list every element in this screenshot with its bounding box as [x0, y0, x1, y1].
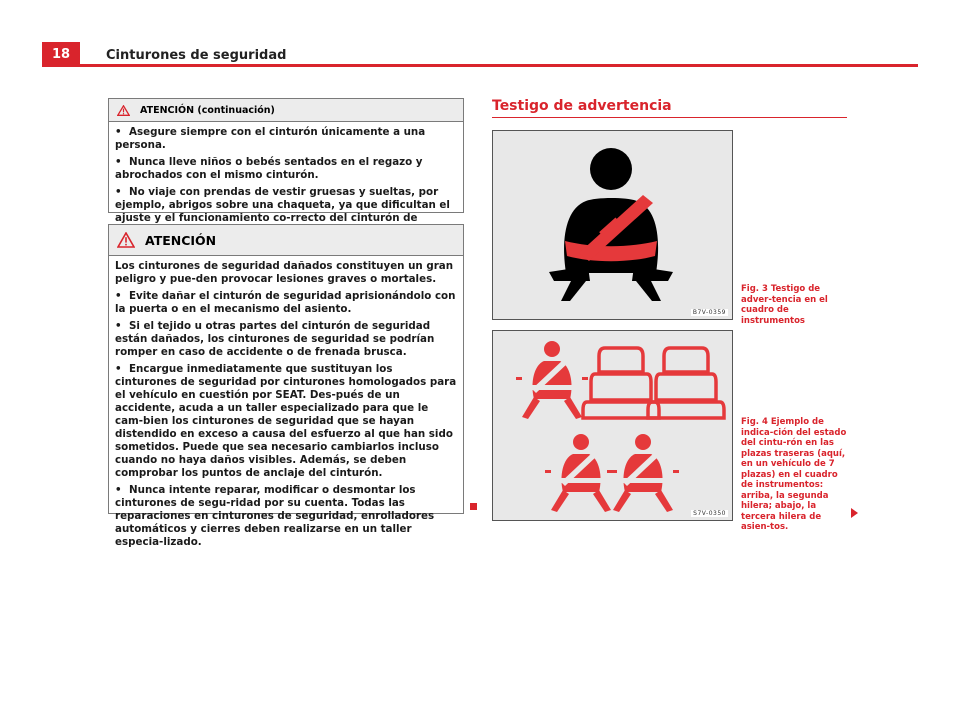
warning-triangle-icon	[117, 232, 135, 248]
warning-header	[109, 225, 463, 256]
list-item: • Nunca intente reparar, modificar o desmontar los cinturones de segu-ridad por su cuenta. Todas las reparaciones en cinturones de seguridad, enrolladores automáticos y cierres deben realizarse en un taller especia-lizado.	[115, 484, 435, 548]
section-title: Testigo de advertencia	[492, 98, 672, 114]
warning-triangle-icon	[117, 105, 130, 116]
list-item: • Nunca lleve niños o bebés sentados en el regazo y abrochados con el mismo cinturón.	[115, 156, 423, 181]
seat-occupied-belted-icon	[607, 434, 679, 512]
seat-occupied-belted-icon	[516, 341, 588, 419]
page-number: 18	[42, 42, 80, 67]
figure-4	[492, 330, 733, 521]
section-end-marker	[470, 503, 477, 510]
figure-3	[492, 130, 733, 320]
list-item: • Si el tejido u otras partes del cinturón de seguridad están dañados, los cinturones de seguridad se podrían romper en caso de accidente o de frenada brusca.	[115, 320, 435, 358]
warning-intro: Los cinturones de seguridad dañados constituyen un gran peligro y pue-den provocar lesiones graves o mortales.	[115, 260, 454, 285]
warning-continued-box	[108, 98, 464, 224]
warning-continued-heading: ATENCIÓN (continuación)	[140, 104, 275, 116]
seatbelt-warning-icon	[493, 131, 732, 319]
list-item: • No viaje con prendas de vestir gruesas y sueltas, por ejemplo, abrigos sobre una chaqueta, ya que dificultan el ajuste y el funcionamiento co-rrecto del cinturón de	[115, 186, 450, 224]
seat-occupied-belted-icon	[545, 434, 617, 512]
warning-box	[108, 224, 464, 548]
list-item: • Encargue inmediatamente que sustituyan los cinturones de seguridad por cinturones homologados para el vehículo en cuestión por SEAT. Des-pués de un accidente, acuda a un taller especializado para que le cam-bien los cinturones de seguridad que se hayan distendido en exceso a causa del esfuerzo al que han sido sometidos. Puede que sea necesario cambiarlos incluso cuando no haya daños visibles. Además, se deben comprobar los puntos de anclaje del cinturón.	[115, 363, 457, 479]
rear-seat-belt-status-illustration	[493, 331, 732, 520]
section-rule	[492, 117, 847, 118]
list-item: • Evite dañar el cinturón de seguridad aprisionándolo con la puerta o en el mecanismo del asiento.	[115, 290, 456, 315]
figure-4-caption: Fig. 4 Ejemplo de indica-ción del estado del cintu-rón en las plazas traseras (aquí, en un vehículo de 7 plazas) en el cuadro de instrumentos: arriba, la segunda hilera; abajo, la tercera hilera de asien-tos.	[741, 417, 847, 532]
continue-arrow-icon	[851, 508, 858, 518]
figure-code: B7V-0359	[692, 309, 726, 316]
warning-continued-header	[109, 99, 463, 122]
page-title: Cinturones de seguridad	[106, 48, 287, 63]
list-item: • Asegure siempre con el cinturón únicamente a una persona.	[115, 126, 426, 151]
warning-heading: ATENCIÓN	[145, 232, 217, 248]
figure-3-caption: Fig. 3 Testigo de adver-tencia en el cuadro de instrumentos	[741, 284, 828, 326]
figure-code: S7V-0350	[693, 510, 726, 517]
header-rule	[42, 64, 918, 67]
